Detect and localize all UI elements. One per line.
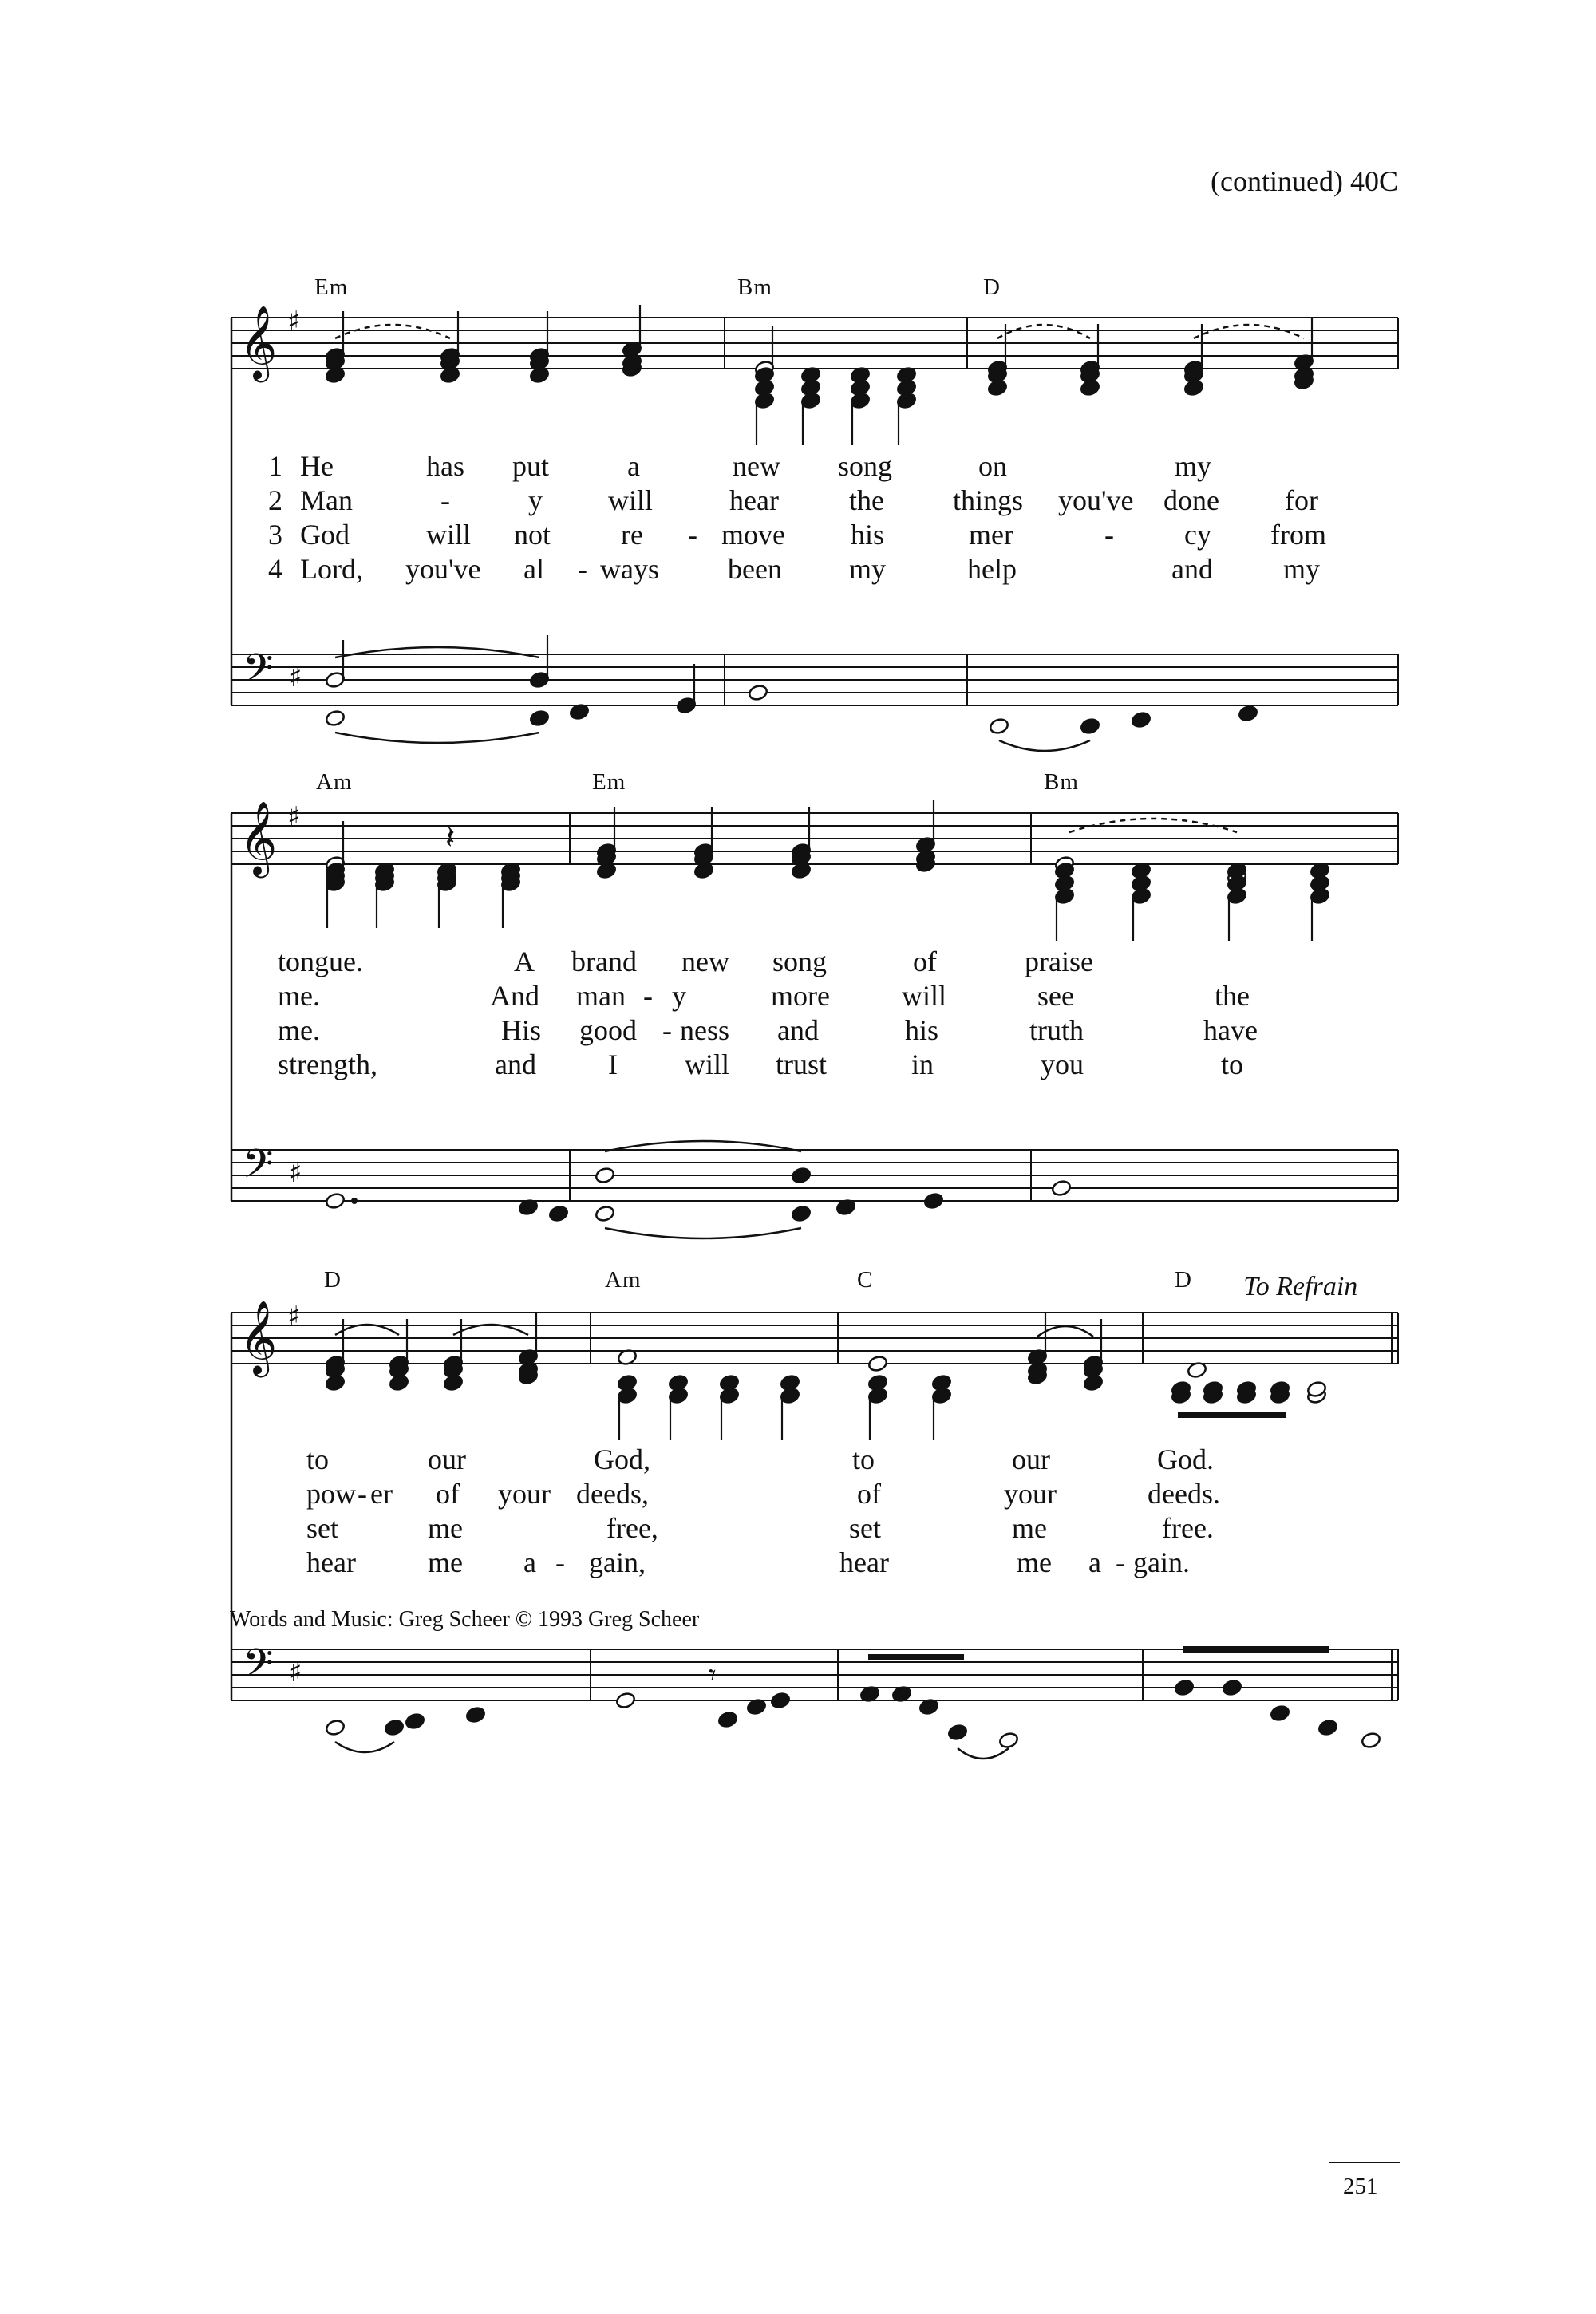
lyric-syllable: me: [428, 1512, 463, 1544]
lyric-syllable: for: [1285, 484, 1318, 516]
lyric-syllable: to: [852, 1443, 875, 1475]
lyric-syllable: the: [849, 484, 884, 516]
notehead: [1222, 1679, 1242, 1697]
lyric-syllable: song: [838, 450, 893, 482]
lyric-syllable: ness: [680, 1014, 729, 1046]
tie: [999, 740, 1090, 751]
lyric-syllable: done: [1163, 484, 1219, 516]
lyric-syllable: free,: [606, 1512, 658, 1544]
lyric-syllable: trust: [776, 1048, 828, 1080]
lyric-syllable: my: [849, 553, 887, 585]
copyright-credit: Words and Music: Greg Scheer © 1993 Greg Scheer: [230, 1607, 700, 1632]
lyric-syllable: from: [1270, 519, 1326, 551]
chord-symbol: Am: [605, 1267, 642, 1293]
lyric-syllable: -: [662, 1014, 672, 1046]
lyric-syllable: help: [967, 553, 1017, 585]
notehead: [748, 684, 768, 702]
notehead: [389, 1374, 409, 1392]
lyric-syllable: -: [358, 1478, 367, 1510]
lyric-syllable: of: [436, 1478, 460, 1510]
notehead: [405, 1712, 425, 1731]
lyric-syllable: of: [913, 946, 937, 977]
lyric-syllable: more: [771, 980, 830, 1012]
lyric-syllable: His: [501, 1014, 542, 1046]
notehead: [1270, 1704, 1290, 1723]
lyric-syllable: deeds,: [576, 1478, 649, 1510]
lyric-syllable: cy: [1184, 519, 1211, 551]
treble-clef-icon: 𝄞: [239, 800, 278, 875]
notehead: [987, 379, 1008, 397]
lyric-syllable: And: [490, 980, 539, 1012]
bass-clef-icon: 𝄢: [243, 1141, 274, 1197]
lyric-syllable: me: [428, 1546, 463, 1578]
chord-symbol: C: [857, 1267, 874, 1293]
tie: [335, 1742, 394, 1752]
lyric-syllable: ways: [600, 553, 659, 585]
eighth-rest-icon: 𝄾: [709, 1659, 717, 1692]
bass-clef-icon: 𝄢: [243, 646, 274, 701]
tie: [605, 1228, 801, 1238]
notehead: [1183, 379, 1204, 397]
beam: [868, 1654, 964, 1660]
notehead: [717, 1711, 738, 1729]
lyric-syllable: and: [495, 1048, 536, 1080]
lyric-syllable: hear: [306, 1546, 356, 1578]
sharp-key-signature-icon: ♯: [287, 306, 301, 338]
notehead: [443, 1374, 464, 1392]
notehead: [791, 1205, 812, 1223]
treble-clef-icon: 𝄞: [239, 1300, 278, 1374]
lyric-syllable: will: [426, 519, 472, 551]
verse-number: 1: [268, 450, 282, 482]
chord-symbol: Em: [314, 274, 349, 300]
chord-symbol: D: [983, 274, 1001, 300]
lyric-syllable: a: [627, 450, 640, 482]
chord-symbol: D: [1175, 1267, 1192, 1293]
lyric-syllable: mer: [969, 519, 1013, 551]
lyric-syllable: A: [514, 946, 535, 977]
lyric-syllable: good: [579, 1014, 637, 1046]
notehead: [384, 1719, 405, 1737]
lyric-syllable: set: [306, 1512, 338, 1544]
lyric-syllable: on: [978, 450, 1007, 482]
lyric-syllable: you've: [405, 553, 481, 585]
lyric-syllable: see: [1037, 980, 1074, 1012]
lyric-syllable: you: [1041, 1048, 1084, 1080]
lyric-syllable: our: [1012, 1443, 1050, 1475]
lyric-syllable: me: [1017, 1546, 1052, 1578]
lyric-syllable: his: [905, 1014, 939, 1046]
lyric-syllable: tongue.: [278, 946, 363, 977]
lyric-syllable: God.: [1157, 1443, 1214, 1475]
lyric-syllable: man: [576, 980, 626, 1012]
dashed-tie: [335, 325, 450, 338]
lyric-syllable: al: [523, 553, 544, 585]
lyric-syllable: my: [1175, 450, 1212, 482]
notehead: [1083, 1374, 1104, 1392]
beam: [1183, 1646, 1329, 1653]
lyric-syllable: his: [851, 519, 885, 551]
lyric-syllable: will: [608, 484, 654, 516]
page-number-rule: [1329, 2162, 1400, 2163]
lyric-syllable: move: [721, 519, 785, 551]
notehead: [791, 1167, 812, 1185]
tie: [958, 1748, 1009, 1759]
notehead: [770, 1692, 791, 1710]
dashed-tie: [1194, 325, 1304, 338]
lyric-syllable: set: [849, 1512, 881, 1544]
lyric-syllable: our: [428, 1443, 466, 1475]
lyric-syllable: and: [777, 1014, 819, 1046]
notehead: [1080, 379, 1100, 397]
sharp-key-signature-icon: ♯: [289, 1657, 302, 1688]
notehead: [325, 1192, 346, 1210]
lyric-syllable: He: [300, 450, 334, 482]
lyric-syllable: will: [902, 980, 947, 1012]
lyric-syllable: Lord,: [300, 553, 363, 585]
lyric-syllable: Man: [300, 484, 353, 516]
lyric-syllable: things: [953, 484, 1024, 516]
lyric-syllable: has: [426, 450, 464, 482]
lyric-syllable: put: [512, 450, 550, 482]
lyric-syllable: me.: [278, 1014, 320, 1046]
lyric-syllable: truth: [1029, 1014, 1084, 1046]
lyric-syllable: to: [306, 1443, 330, 1475]
lyric-syllable: -: [688, 519, 697, 551]
continuation-label: (continued) 40C: [1211, 165, 1398, 197]
notehead: [465, 1706, 486, 1724]
lyric-syllable: -: [643, 980, 653, 1012]
lyric-syllable: new: [733, 450, 780, 482]
chord-symbol: Bm: [737, 274, 772, 300]
lyric-syllable: the: [1215, 980, 1250, 1012]
notehead: [548, 1205, 569, 1223]
beam: [1178, 1412, 1286, 1418]
lyric-syllable: free.: [1162, 1512, 1214, 1544]
lyric-syllable: I: [608, 1048, 618, 1080]
lyric-syllable: your: [498, 1478, 551, 1510]
lyric-syllable: my: [1283, 553, 1321, 585]
notehead: [923, 1192, 944, 1210]
notehead: [989, 717, 1009, 736]
lyric-syllable: hear: [839, 1546, 889, 1578]
lyric-syllable: God,: [594, 1443, 650, 1475]
dot: [351, 1198, 358, 1204]
lyric-syllable: me.: [278, 980, 320, 1012]
bass-clef-icon: 𝄢: [243, 1641, 274, 1696]
sharp-key-signature-icon: ♯: [287, 801, 301, 833]
lyric-syllable: gain,: [589, 1546, 646, 1578]
lyric-syllable: hear: [729, 484, 779, 516]
lyric-syllable: you've: [1058, 484, 1134, 516]
notehead: [1080, 717, 1100, 736]
lyric-syllable: y: [528, 484, 543, 516]
lyric-syllable: new: [681, 946, 729, 977]
lyric-syllable: been: [728, 553, 782, 585]
notehead: [615, 1692, 636, 1710]
notehead: [867, 1355, 888, 1373]
notehead: [325, 1374, 346, 1392]
verse-number: 3: [268, 519, 282, 551]
lyric-syllable: -: [1116, 1546, 1125, 1578]
lyric-syllable: -: [578, 553, 587, 585]
notehead: [1238, 705, 1258, 723]
lyric-syllable: not: [514, 519, 551, 551]
lyric-syllable: gain.: [1133, 1546, 1190, 1578]
lyric-syllable: to: [1221, 1048, 1244, 1080]
lyric-syllable: praise: [1025, 946, 1093, 977]
lyric-syllable: of: [857, 1478, 881, 1510]
lyric-syllable: strength,: [278, 1048, 377, 1080]
lyric-syllable: God: [300, 519, 350, 551]
notehead: [595, 1205, 615, 1223]
notehead: [1174, 1679, 1195, 1697]
verse-number: 2: [268, 484, 282, 516]
lyric-syllable: a: [1088, 1546, 1101, 1578]
sharp-key-signature-icon: ♯: [289, 1157, 302, 1189]
lyric-syllable: er: [370, 1478, 393, 1510]
notehead: [947, 1724, 968, 1742]
lyric-syllable: your: [1004, 1478, 1057, 1510]
lyric-syllable: a: [523, 1546, 536, 1578]
notehead: [529, 709, 550, 728]
notehead: [1051, 1179, 1072, 1198]
sharp-key-signature-icon: ♯: [287, 1301, 301, 1333]
lyric-syllable: -: [440, 484, 450, 516]
notehead: [325, 709, 346, 728]
chord-symbol: Am: [316, 769, 353, 795]
lyric-syllable: -: [1104, 519, 1114, 551]
lyric-syllable: in: [911, 1048, 934, 1080]
notehead: [595, 1167, 615, 1185]
verse-number: 4: [268, 553, 282, 585]
lyric-syllable: deeds.: [1148, 1478, 1220, 1510]
lyric-syllable: y: [672, 980, 686, 1012]
lyric-syllable: re: [621, 519, 643, 551]
lyric-syllable: and: [1171, 553, 1213, 585]
lyric-syllable: have: [1203, 1014, 1258, 1046]
sharp-key-signature-icon: ♯: [289, 661, 302, 693]
quarter-rest-icon: 𝄽: [445, 819, 456, 856]
lyric-syllable: song: [772, 946, 828, 977]
chord-symbol: Em: [592, 769, 626, 795]
lyric-syllable: brand: [571, 946, 637, 977]
notehead: [1361, 1732, 1381, 1750]
lyric-syllable: -: [555, 1546, 565, 1578]
notehead: [998, 1732, 1019, 1750]
chord-symbol: Bm: [1044, 769, 1079, 795]
page-number: 251: [1343, 2174, 1378, 2199]
tie: [335, 733, 539, 743]
lyric-syllable: me: [1012, 1512, 1047, 1544]
notehead: [325, 1719, 346, 1737]
lyric-syllable: will: [685, 1048, 730, 1080]
treble-clef-icon: 𝄞: [239, 305, 278, 379]
chord-symbol: D: [324, 1267, 342, 1293]
notehead: [1131, 711, 1152, 729]
tie: [335, 647, 539, 657]
notehead: [1317, 1719, 1338, 1737]
to-refrain-direction: To Refrain: [1243, 1272, 1358, 1301]
dashed-tie: [998, 325, 1090, 338]
lyric-syllable: pow: [306, 1478, 356, 1510]
